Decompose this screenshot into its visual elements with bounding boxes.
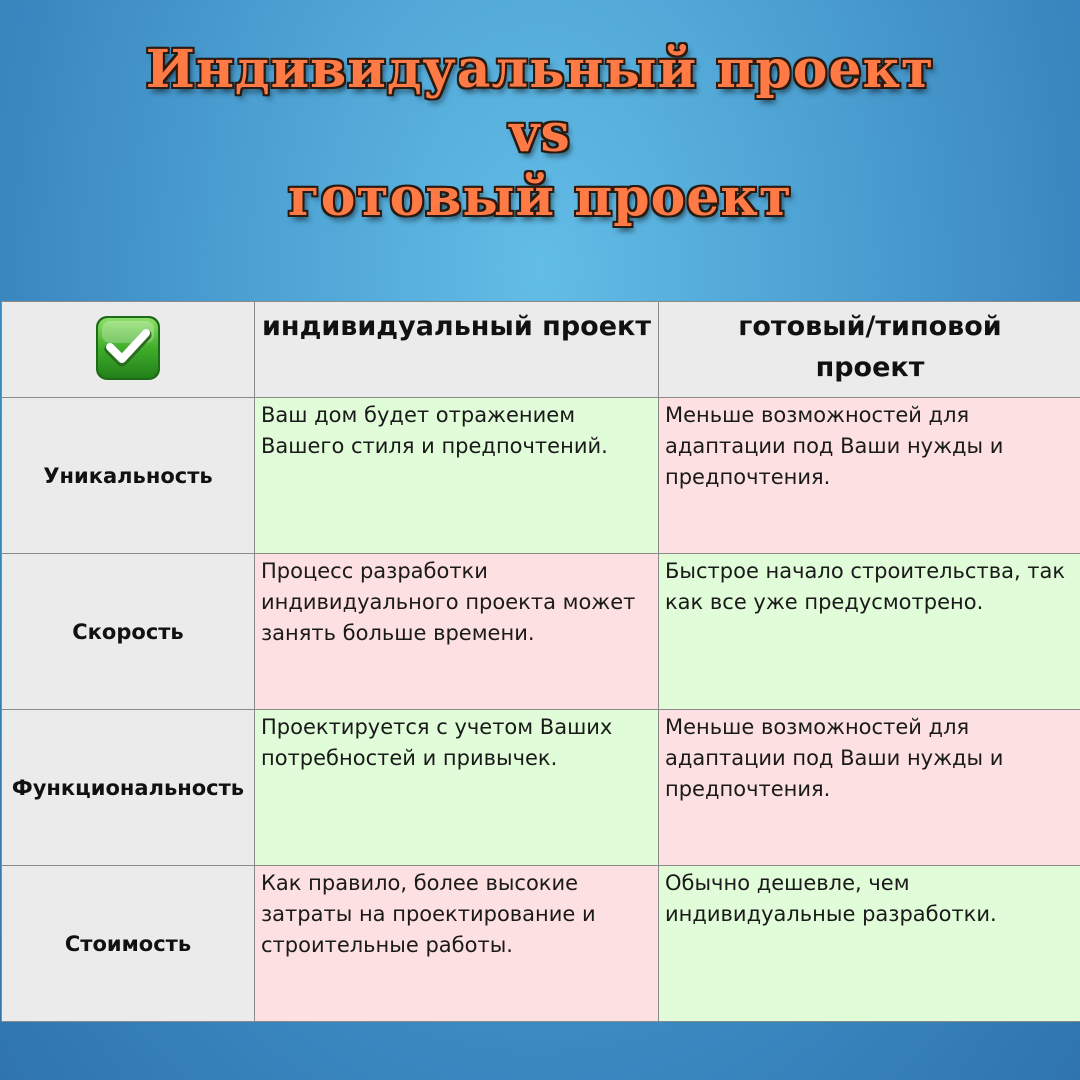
cell-ready-functionality: Меньше возможностей для адаптации под Ваши нужды и предпочтения. bbox=[659, 710, 1080, 866]
header-individual-label: индивидуальный проект bbox=[262, 311, 651, 342]
table-row bbox=[2, 710, 1080, 866]
check-mark-icon bbox=[93, 313, 163, 383]
table-row bbox=[2, 398, 1080, 554]
cell-individual-uniqueness: Ваш дом будет отражением Вашего стиля и предпочтений. bbox=[255, 398, 659, 554]
cell-ready-speed: Быстрое начало строительства, так как все уже предусмотрено. bbox=[659, 554, 1080, 710]
cell-individual-cost: Как правило, более высокие затраты на проектирование и строительные работы. bbox=[255, 866, 659, 1022]
cell-ready-uniqueness: Меньше возможностей для адаптации под Ваши нужды и предпочтения. bbox=[659, 398, 1080, 554]
page-title bbox=[0, 38, 1080, 230]
row-label-cost: Стоимость bbox=[2, 866, 255, 1022]
cell-individual-speed: Процесс разработки индивидуального проекта может занять больше времени. bbox=[255, 554, 659, 710]
table-row bbox=[2, 554, 1080, 710]
header-ready-label-line1: готовый/типовой bbox=[738, 311, 1002, 342]
row-label-functionality: Функциональность bbox=[2, 710, 255, 866]
row-label-speed: Скорость bbox=[2, 554, 255, 710]
header-ready-label-line2: проект bbox=[815, 352, 925, 383]
cell-ready-cost: Обычно дешевле, чем индивидуальные разработки. bbox=[659, 866, 1080, 1022]
title-line-3: готовый проект bbox=[287, 167, 793, 228]
corner-cell bbox=[2, 302, 255, 398]
title-line-1: Индивидуальный проект bbox=[145, 39, 935, 100]
comparison-table bbox=[1, 301, 1080, 1022]
header-ready bbox=[659, 302, 1080, 398]
title-line-2: vs bbox=[509, 103, 571, 164]
row-label-uniqueness: Уникальность bbox=[2, 398, 255, 554]
cell-individual-functionality: Проектируется с учетом Ваших потребностей и привычек. bbox=[255, 710, 659, 866]
table-header-row bbox=[2, 302, 1080, 398]
table-row bbox=[2, 866, 1080, 1022]
header-individual bbox=[255, 302, 659, 398]
